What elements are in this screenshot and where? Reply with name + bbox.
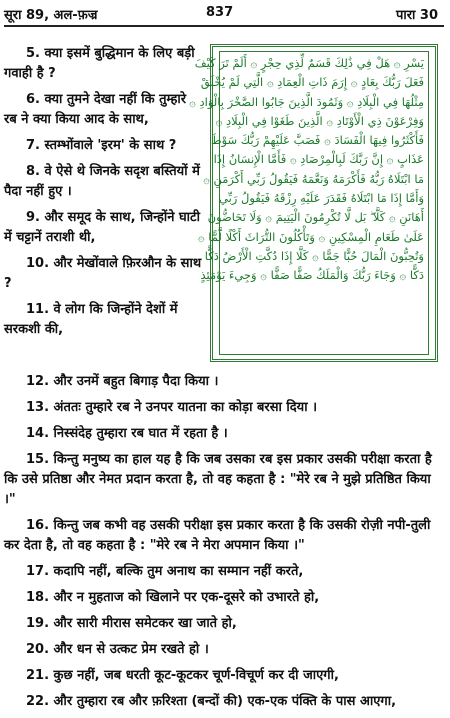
arabic-text-box [189,44,438,362]
verse-10: 10. और मेखोंवाले फ़िरऔन के साथ ? [4,256,202,291]
arabic-line: وَفِرْعَوْنَ ذِي الْأَوْتَادِ ۞ الَّذِينَ طَغَوْا فِي الْبِلَادِ ۞ [215,113,424,128]
verse-15: 15. किन्तु मनुष्य का हाल यह है कि जब उसका रब इस प्रकार उसकी परीक्षा करता है कि उसे प्रतिष्ठा और नेमत प्रदान करता है, तो वह कहता है : "मेरे रब ने मुझे प्रतिष्ठित किया ।" [4,452,432,507]
verse-19: 19. और सारी मीरास समेटकर खा जाते हो, [26,616,237,631]
verse-9: 9. और समूद के साथ, जिन्होंने घाटी में चट्टानें तराशी थी, [4,210,200,245]
verse-17: 17. कदापि नहीं, बल्कि तुम अनाथ का सम्मान नहीं करते, [26,564,304,579]
arabic-line: أَهَانَنِ ۞ كَلَّا ۖ بَل لَّا تُكْرِمُونَ الْيَتِيمَ ۞ وَلَا تَحَاضُّونَ [207,210,424,225]
arabic-line: مَا ابْتَلَاهُ رَبُّهُ فَأَكْرَمَهُ وَنَعَّمَهُ فَيَقُولُ رَبِّي أَكْرَمَنِ ۞ [203,171,424,186]
left-verse-column [4,44,202,346]
verse-16: 16. किन्तु जब कभी वह उसकी परीक्षा इस प्रकार करता है कि उसकी रोज़ी नपी-तुली कर देता है, तो वह कहता है : "मेरे रब ने मेरा अपमान किया ।" [4,518,431,553]
arabic-line: يَسْرِ ۞ هَلْ فِي ذَٰلِكَ قَسَمٌ لِّذِي حِجْرٍ ۞ أَلَمْ تَرَ كَيْفَ [194,56,424,70]
verse-20: 20. और धन से उत्कट प्रेम रखते हो । [26,642,209,657]
header-rule [4,25,444,27]
page-number: 837 [206,5,234,20]
verse-5: 5. क्या इसमें बुद्धिमान के लिए बड़ी गवाही है ? [4,46,195,81]
arabic-text-inner [189,51,429,355]
verse-6: 6. क्या तुमने देखा नहीं कि तुम्हारे रब ने क्या किया आद के साथ, [4,92,187,127]
verse-11: 11. वे लोग कि जिन्होंने देशों में सरकशी की, [4,302,178,337]
para-number: पारा 30 [395,8,438,23]
verse-21: 21. कुछ नहीं, जब धरती कूट-कूटकर चूर्ण-विचूर्ण कर दी जाएगी, [26,668,339,683]
arabic-line: وَتُحِبُّونَ الْمَالَ حُبًّا جَمًّا ۞ كَلَّا إِذَا دُكَّتِ الْأَرْضُ دَكًّا [204,248,424,263]
arabic-line: مِثْلُهَا فِي الْبِلَادِ ۞ وَثَمُودَ الَّذِينَ جَابُوا الصَّخْرَ بِالْوَادِ ۞ [189,94,424,109]
surah-title: सूरा 89, अल-फ़ज्र [4,8,98,23]
full-width-verses [4,372,444,718]
verse-7: 7. स्तम्भोंवाले 'इरम' के साथ ? [26,138,177,153]
arabic-line: فَعَلَ رَبُّكَ بِعَادٍ ۞ إِرَمَ ذَاتِ الْعِمَادِ ۞ الَّتِي لَمْ يُخْلَقْ [200,75,424,90]
arabic-line: دَكًّا ۞ وَجَاءَ رَبُّكَ وَالْمَلَكُ صَفًّا صَفًّا ۞ وَجِيءَ يَوْمَئِذٍ [200,268,424,283]
arabic-line: وَأَمَّا إِذَا مَا ابْتَلَاهُ فَقَدَرَ عَلَيْهِ رِزْقَهُ فَيَقُولُ رَبِّي [219,191,424,206]
verse-22: 22. और तुम्हारा रब और फ़रिश्ता (बन्दों की) एक-एक पंक्ति के पास आएगा, [26,694,397,709]
arabic-line: عَلَىٰ طَعَامِ الْمِسْكِينِ ۞ وَتَأْكُلُونَ التُّرَاثَ أَكْلًا لَّمًّا ۞ [197,229,424,244]
verse-13: 13. अंततः तुम्हारे रब ने उनपर यातना का कोड़ा बरसा दिया । [26,400,318,415]
verse-18: 18. और न मुहताज को खिलाने पर एक-दूसरे को उभारते हो, [26,590,320,605]
arabic-line: فَأَكْثَرُوا فِيهَا الْفَسَادَ ۞ فَصَبَّ عَلَيْهِمْ رَبُّكَ سَوْطَ [210,133,424,148]
verse-8: 8. वे ऐसे थे जिनके सदृश बस्तियों में पैदा नहीं हुए । [4,164,200,199]
verse-12: 12. और उनमें बहुत बिगाड़ पैदा किया । [26,374,219,389]
page-header [0,0,450,26]
arabic-line: عَذَابٍ ۞ إِنَّ رَبَّكَ لَبِالْمِرْصَادِ ۞ فَأَمَّا الْإِنسَانُ إِذَا [213,152,424,167]
verse-14: 14. निस्संदेह तुम्हारा रब घात में रहता है । [26,426,228,441]
